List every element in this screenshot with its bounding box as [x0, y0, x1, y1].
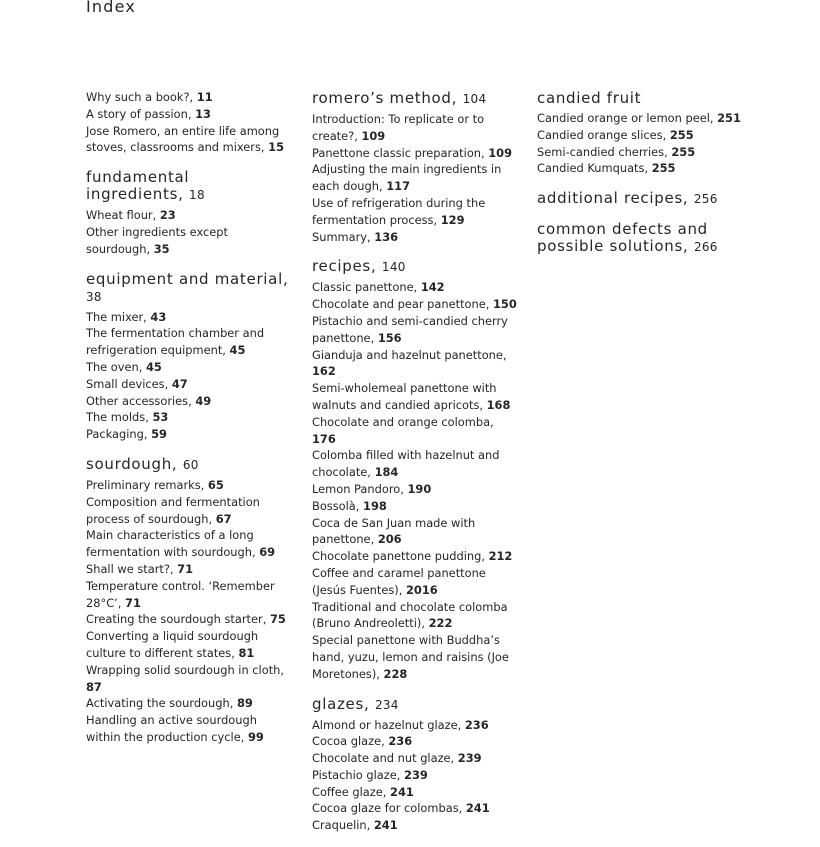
index-entry: [86, 376, 292, 393]
index-entry: [312, 229, 518, 246]
entry-title: Jose Romero, an entire life among stoves, classrooms and mixers,: [86, 123, 280, 155]
entry-title: Temperature control. ‘Remember 28°C’,: [86, 578, 275, 610]
entry-title: Why such a book?,: [86, 90, 194, 104]
entry-title: Converting a liquid sourdough culture to different states,: [86, 629, 259, 660]
index-entry: [312, 111, 518, 145]
page-title: Index: [86, 0, 137, 16]
entry-title: Packaging,: [86, 427, 148, 442]
index-entry: [312, 632, 518, 682]
entry-list: [537, 110, 743, 177]
entry-list: [312, 717, 518, 835]
entry-title: Wrapping solid sourdough in cloth,: [86, 662, 284, 677]
entry-page-number: 142: [420, 280, 445, 295]
section-heading-text: glazes,: [312, 694, 370, 713]
entry-page-number: 43: [150, 309, 167, 324]
entry-title: Other accessories,: [86, 393, 192, 408]
entry-page-number: 71: [125, 595, 141, 610]
entry-page-number: 11: [196, 90, 213, 104]
entry-page-number: 45: [229, 343, 246, 358]
index-entry: [312, 145, 518, 162]
entry-page-number: 255: [651, 161, 676, 176]
entry-title: Gianduja and hazelnut panettone,: [312, 347, 507, 362]
entry-page-number: 2016: [406, 582, 438, 597]
section-page-number: 104: [462, 92, 487, 106]
index-entry: [312, 414, 518, 448]
entry-page-number: 255: [671, 144, 696, 159]
section-heading-text: sourdough,: [86, 454, 178, 473]
entry-page-number: 198: [363, 498, 387, 513]
index-entry: [537, 110, 743, 127]
section-page-number: 38: [86, 289, 102, 304]
entry-page-number: 239: [457, 751, 482, 766]
entry-page-number: 190: [407, 481, 432, 496]
entry-title: Chocolate and orange colomba,: [312, 414, 494, 429]
entry-title: Small devices,: [86, 376, 169, 391]
entry-title: Activating the sourdough,: [86, 696, 234, 711]
index-entry: [86, 309, 292, 326]
entry-list: [86, 89, 292, 156]
entry-title: Cocoa glaze,: [312, 734, 385, 749]
entry-page-number: 241: [465, 801, 490, 816]
entry-page-number: 251: [717, 111, 741, 125]
section-page-number: 266: [693, 240, 718, 255]
entry-page-number: 117: [386, 179, 410, 194]
section-heading: [537, 190, 743, 208]
entry-title: Summary,: [312, 229, 371, 244]
entry-title: Pistachio glaze,: [312, 767, 401, 782]
entry-title: Creating the sourdough starter,: [86, 612, 267, 627]
index-entry: [312, 717, 518, 734]
entry-page-number: 150: [493, 297, 517, 312]
entry-title: Main characteristics of a long fermentation with sourdough,: [86, 528, 256, 560]
entry-title: Pistachio and semi-candied cherry panettone,: [312, 313, 508, 345]
entry-title: Bossolà,: [312, 498, 360, 513]
entry-page-number: 65: [207, 477, 224, 492]
index-entry: [86, 477, 292, 494]
index-entry: [537, 144, 743, 161]
entry-page-number: 162: [312, 364, 336, 379]
index-entry: [312, 296, 518, 313]
entry-list: [312, 279, 518, 682]
entry-title: Introduction: To replicate or to create?,: [312, 112, 485, 143]
index-entry: [86, 393, 292, 410]
entry-page-number: 109: [361, 128, 386, 143]
entry-page-number: 89: [236, 696, 253, 711]
section-heading-text: candied fruit: [537, 89, 642, 107]
index-entry: [86, 561, 292, 578]
index-entry: [312, 195, 518, 229]
section-heading: [312, 258, 518, 276]
entry-title: Chocolate and pear panettone,: [312, 297, 490, 312]
index-entry: [312, 565, 518, 599]
section-heading-text: romero’s method,: [312, 89, 458, 107]
index-entry: [86, 578, 292, 612]
index-entry: [312, 481, 518, 498]
entry-title: Classic panettone,: [312, 280, 418, 295]
index-entry: [312, 161, 518, 195]
index-section: [537, 190, 743, 208]
entry-title: Preliminary remarks,: [86, 477, 205, 492]
entry-title: Candied Kumquats,: [537, 161, 649, 176]
entry-title: Coca de San Juan made with panettone,: [312, 515, 476, 547]
entry-page-number: 15: [268, 140, 285, 155]
entry-title: Other ingredients except sourdough,: [86, 224, 228, 256]
index-entry: [86, 359, 292, 376]
index-entry: [312, 767, 518, 784]
index-entry: [86, 695, 292, 712]
entry-title: Candied orange or lemon peel,: [537, 111, 714, 125]
entry-page-number: 13: [195, 106, 211, 121]
entry-list: [86, 309, 292, 443]
entry-title: Wheat flour,: [86, 208, 157, 223]
entry-title: The mixer,: [86, 309, 147, 324]
index-entry: [312, 347, 518, 381]
entry-title: The oven,: [86, 359, 143, 374]
index-entry: [86, 611, 292, 628]
entry-page-number: 45: [146, 359, 162, 374]
entry-page-number: 241: [373, 818, 398, 833]
section-heading-text: recipes,: [312, 257, 377, 276]
index-entry: [312, 733, 518, 750]
entry-title: A story of passion,: [86, 106, 192, 121]
entry-title: Chocolate panettone pudding,: [312, 549, 485, 564]
entry-page-number: 255: [669, 127, 694, 142]
entry-page-number: 156: [377, 330, 402, 345]
index-entry: [86, 712, 292, 746]
index-entry: [86, 207, 292, 224]
entry-page-number: 241: [390, 784, 414, 799]
entry-page-number: 129: [440, 212, 465, 227]
index-entry: [86, 89, 292, 106]
entry-page-number: 59: [151, 427, 167, 442]
entry-list: [86, 477, 292, 746]
entry-title: Special panettone with Buddha’s hand, yuzu, lemon and raisins (Joe Moretones),: [312, 633, 509, 681]
section-page-number: 256: [693, 192, 718, 207]
section-heading: [537, 90, 743, 107]
entry-page-number: 239: [404, 767, 428, 782]
index-section: [86, 271, 292, 443]
entry-page-number: 236: [464, 717, 489, 732]
index-entry: [312, 800, 518, 817]
entry-page-number: 99: [247, 729, 264, 744]
section-heading-text: additional recipes,: [537, 189, 689, 208]
entry-page-number: 176: [312, 431, 336, 446]
entry-title: Handling an active sourdough within the production cycle,: [86, 713, 257, 744]
entry-title: The molds,: [86, 410, 149, 425]
entry-page-number: 23: [159, 208, 176, 223]
entry-title: Chocolate and nut glaze,: [312, 751, 455, 766]
index-entry: [86, 527, 292, 561]
entry-title: Almond or hazelnut glaze,: [312, 717, 462, 732]
section-page-number: 140: [381, 260, 406, 275]
entry-title: Cocoa glaze for colombas,: [312, 801, 463, 816]
index-entry: [86, 224, 292, 258]
index-entry: [86, 106, 292, 123]
index-column-1: [86, 89, 292, 759]
entry-title: Colomba filled with hazelnut and chocolate,: [312, 448, 500, 480]
entry-page-number: 136: [374, 229, 399, 244]
entry-title: Semi-candied cherries,: [537, 144, 668, 159]
index-section: [86, 169, 292, 257]
entry-title: Traditional and chocolate colomba (Bruno Andreoletti),: [312, 599, 508, 631]
index-entry: [537, 160, 743, 177]
index-entry: [86, 494, 292, 528]
entry-title: Semi-wholemeal panettone with walnuts and candied apricots,: [312, 381, 497, 412]
entry-title: Craquelin,: [312, 818, 371, 833]
entry-page-number: 35: [153, 241, 170, 256]
entry-title: Shall we start?,: [86, 561, 174, 576]
index-entry: [86, 325, 292, 359]
index-column-3: [537, 90, 743, 269]
entry-list: [312, 111, 518, 245]
index-entry: [312, 279, 518, 296]
index-entry: [312, 784, 518, 801]
entry-page-number: 212: [488, 549, 513, 564]
index-entry: [86, 409, 292, 426]
entry-page-number: 184: [374, 465, 399, 480]
entry-page-number: 81: [238, 645, 255, 660]
entry-title: Lemon Pandoro,: [312, 481, 404, 496]
entry-page-number: 206: [377, 532, 402, 547]
index-column-2: [312, 90, 518, 847]
index-section: [312, 258, 518, 682]
entry-page-number: 228: [383, 666, 408, 681]
entry-title: Composition and fermentation process of sourdough,: [86, 494, 260, 526]
index-entry: [86, 662, 292, 696]
index-entry: [312, 515, 518, 549]
entry-page-number: 109: [488, 145, 513, 160]
entry-title: Adjusting the main ingredients in each dough,: [312, 162, 502, 194]
entry-page-number: 75: [269, 612, 286, 627]
section-page-number: 60: [182, 457, 199, 472]
index-entry: [312, 313, 518, 347]
section-heading: [312, 90, 518, 108]
entry-page-number: 49: [195, 393, 212, 408]
section-heading-text: common defects and possible solutions,: [537, 220, 708, 256]
entry-title: Candied orange slices,: [537, 127, 667, 142]
index-entry: [312, 750, 518, 767]
entry-page-number: 69: [259, 545, 276, 560]
entry-title: The fermentation chamber and refrigeration equipment,: [86, 326, 265, 358]
index-entry: [86, 123, 292, 157]
index-section: [537, 90, 743, 177]
index-entry: [537, 127, 743, 144]
entry-page-number: 222: [428, 616, 453, 631]
entry-title: Use of refrigeration during the fermentation process,: [312, 195, 486, 227]
index-section: [86, 456, 292, 746]
section-heading-text: equipment and material,: [86, 269, 289, 288]
entry-page-number: 53: [152, 410, 169, 425]
index-section: [537, 221, 743, 256]
entry-page-number: 47: [171, 376, 188, 391]
index-entry: [312, 447, 518, 481]
index-section: [86, 89, 292, 156]
index-section: [312, 90, 518, 245]
section-page-number: 18: [189, 188, 205, 203]
index-entry: [86, 426, 292, 443]
entry-page-number: 236: [388, 734, 413, 749]
index-entry: [312, 498, 518, 515]
entry-title: Panettone classic preparation,: [312, 145, 485, 160]
entry-title: Coffee glaze,: [312, 784, 387, 799]
section-heading: [86, 456, 292, 474]
entry-page-number: 67: [215, 511, 232, 526]
index-section: [312, 696, 518, 835]
entry-page-number: 71: [177, 561, 194, 576]
entry-page-number: 87: [86, 679, 102, 694]
section-heading: [86, 271, 292, 306]
entry-page-number: 168: [486, 397, 511, 412]
section-heading: [86, 169, 292, 204]
index-entry: [86, 628, 292, 662]
entry-list: [86, 207, 292, 257]
index-entry: [312, 380, 518, 414]
section-heading: [312, 696, 518, 714]
index-entry: [312, 548, 518, 565]
section-page-number: 234: [374, 697, 399, 712]
entry-title: Coffee and caramel panettone (Jesús Fuentes),: [312, 565, 486, 597]
section-heading-text: fundamental ingredients,: [86, 168, 190, 204]
section-heading: [537, 221, 743, 256]
index-entry: [312, 599, 518, 633]
